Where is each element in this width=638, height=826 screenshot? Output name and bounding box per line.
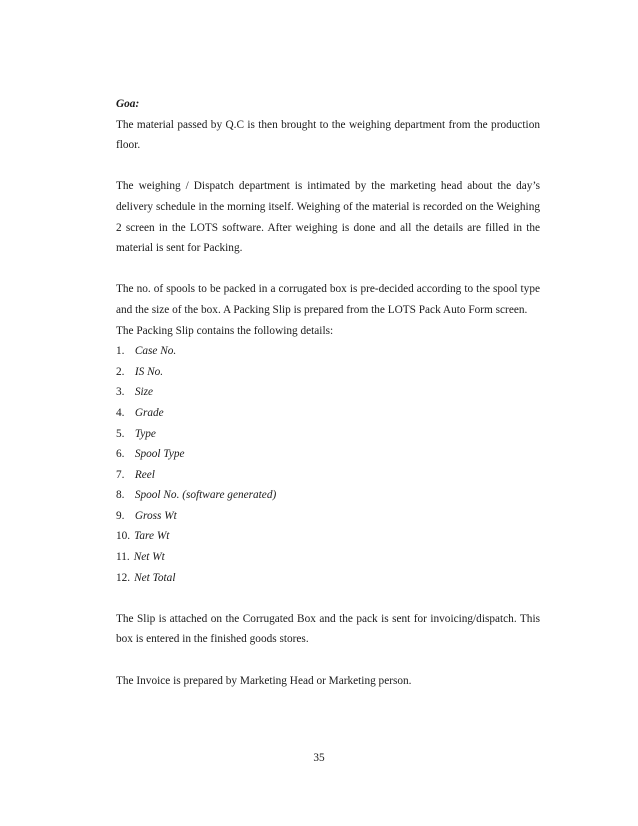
- list-text: Size: [134, 386, 154, 399]
- list-item: [116, 485, 540, 506]
- page-number: 35: [313, 752, 325, 764]
- list-text: Reel: [134, 468, 155, 481]
- list-text: Spool Type: [134, 448, 185, 461]
- list-item: [116, 403, 540, 424]
- list-number: 6.: [116, 448, 125, 461]
- list-number: 7.: [116, 468, 125, 481]
- list-item: [116, 382, 540, 403]
- list-number: 1.: [116, 345, 125, 358]
- paragraph-gap: [116, 650, 540, 671]
- paragraph-slip-attached: The Slip is attached on the Corrugated Box and the pack is sent for invoicing/dispatch. This box is entered in the finished goods stores.: [116, 612, 540, 646]
- document-body: [116, 94, 540, 691]
- list-number: 10.: [116, 530, 131, 543]
- list-number: 9.: [116, 509, 125, 522]
- list-number: 3.: [116, 386, 125, 399]
- list-number: 8.: [116, 489, 125, 502]
- list-number: 12.: [116, 571, 131, 584]
- list-text: IS No.: [134, 365, 164, 378]
- paragraph-material-flow: The material passed by Q.C is then brought to the weighing department from the production floor.: [116, 118, 540, 152]
- list-item: [116, 341, 540, 362]
- paragraph-weighing: The weighing / Dispatch department is intimated by the marketing head about the day’s delivery schedule in the morning itself. Weighing of the material is recorded on the Weighing 2 screen in the LOTS software. After weighing is done and all the details are filled in the material is sent for Packing.: [116, 180, 540, 255]
- list-text: Grade: [134, 406, 164, 419]
- list-item: [116, 506, 540, 527]
- list-item: [116, 424, 540, 445]
- list-item: [116, 444, 540, 465]
- list-item: [116, 568, 540, 589]
- paragraph-gap: [116, 259, 540, 280]
- list-text: Type: [134, 427, 156, 440]
- list-item: [116, 362, 540, 383]
- list-text: Tare Wt: [134, 530, 170, 543]
- list-text: Gross Wt: [134, 509, 177, 522]
- paragraph-gap: [116, 588, 540, 609]
- paragraph-packing: The no. of spools to be packed in a corrugated box is pre-decided according to the spool type and the size of the box. A Packing Slip is prepared from the LOTS Pack Auto Form screen.: [116, 283, 540, 316]
- paragraph-invoice: The Invoice is prepared by Marketing Head or Marketing person.: [116, 674, 412, 687]
- list-item: [116, 547, 540, 568]
- paragraph-gap: [116, 156, 540, 177]
- packing-slip-details-list: [116, 341, 540, 588]
- list-number: 4.: [116, 406, 125, 419]
- list-text: Spool No. (software generated): [134, 489, 277, 502]
- list-text: Net Total: [134, 571, 176, 584]
- list-number: 2.: [116, 365, 125, 378]
- list-item: [116, 526, 540, 547]
- list-text: Net Wt: [133, 551, 165, 564]
- list-number: 11.: [116, 551, 130, 564]
- section-heading: Goa:: [116, 98, 140, 110]
- list-number: 5.: [116, 427, 125, 440]
- paragraph-slip-intro: The Packing Slip contains the following details:: [116, 324, 334, 337]
- list-text: Case No.: [134, 345, 177, 358]
- list-item: [116, 465, 540, 486]
